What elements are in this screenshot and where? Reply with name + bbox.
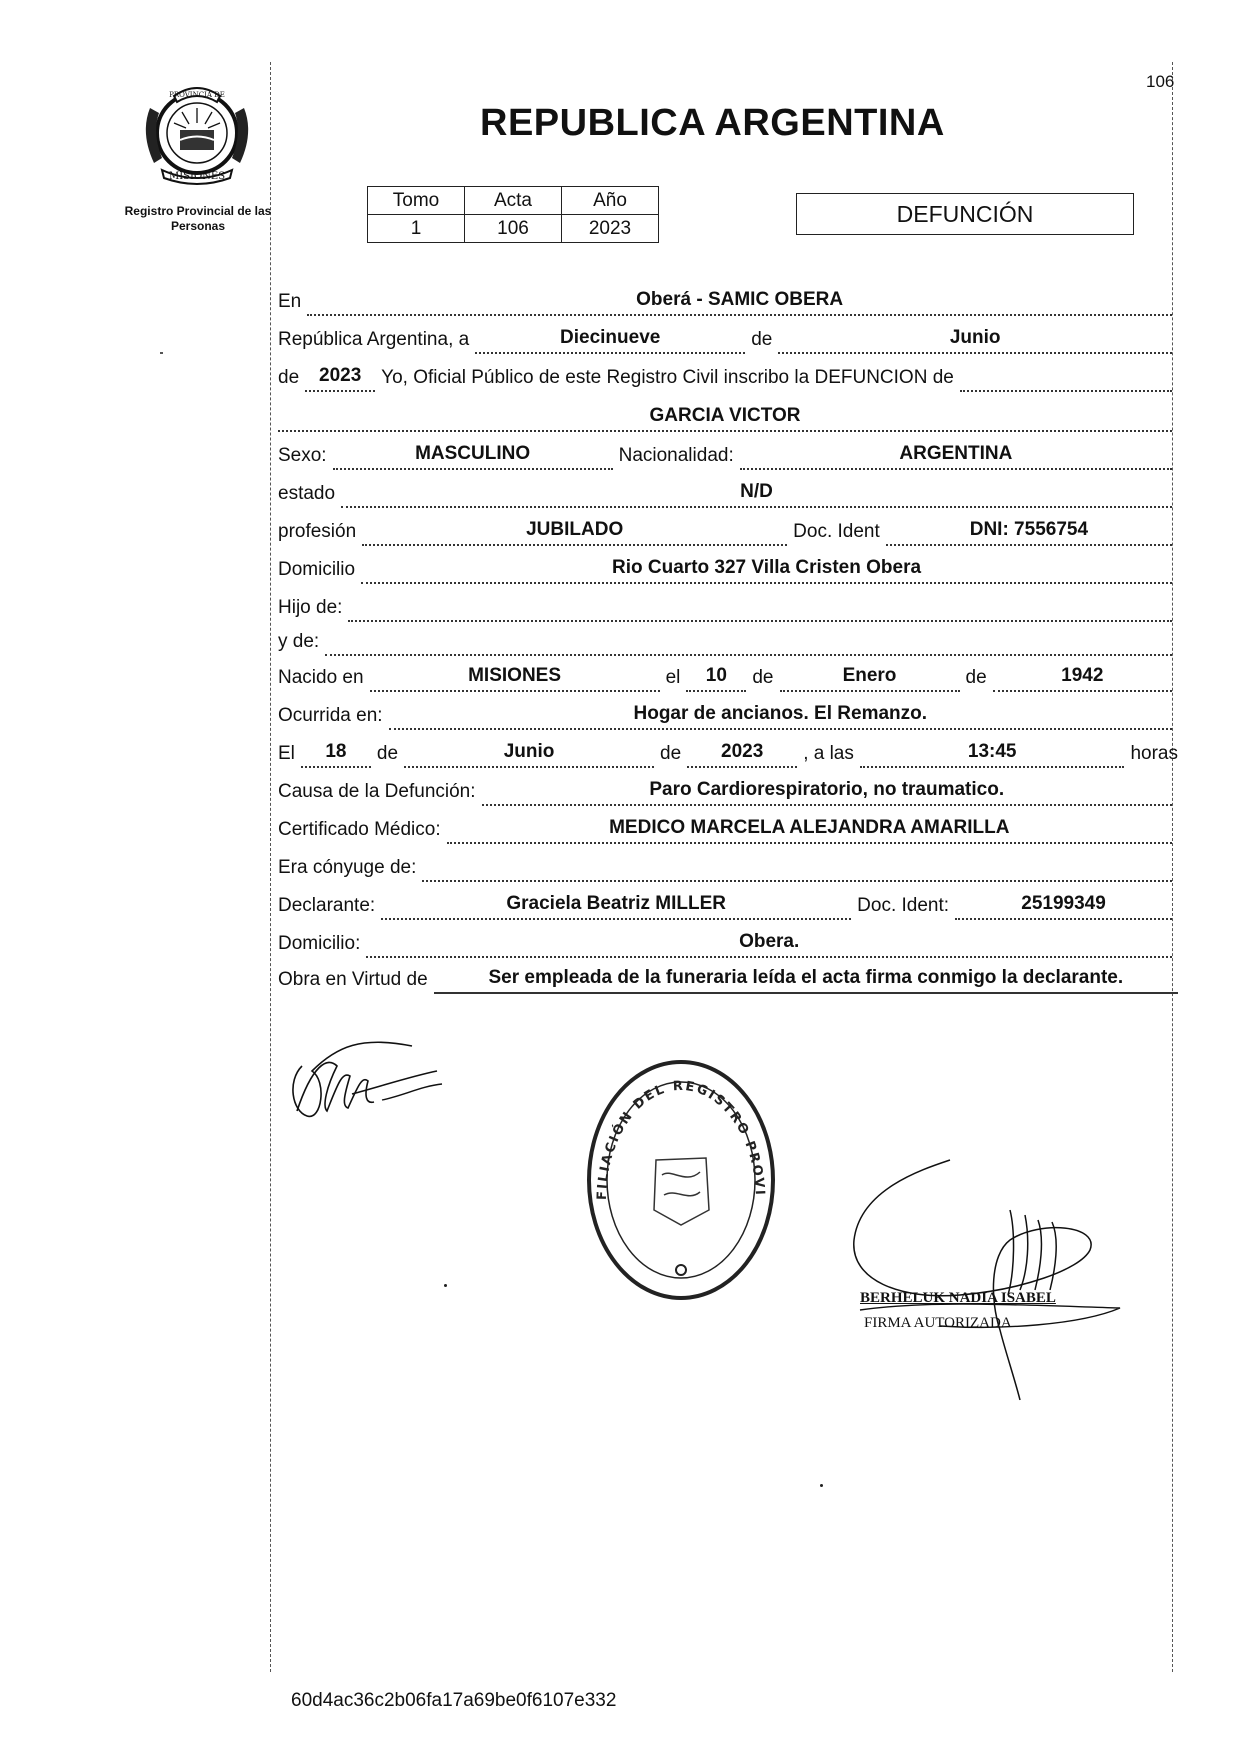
blank-fill <box>348 617 1172 622</box>
form-row-ocurrida <box>278 702 1178 730</box>
form-row-death-date <box>278 740 1178 768</box>
form-row-obra <box>278 966 1178 994</box>
form-row-conyuge <box>278 854 1178 882</box>
ocurrida-value: Hogar de ancianos. El Remanzo. <box>389 703 1172 730</box>
nacido-label: Nacido en <box>278 667 364 688</box>
svg-text:FILIACIÓN DEL REGISTRO PROVINC: FILIACIÓN DEL REGISTRO PROVI <box>594 1078 768 1201</box>
registry-label: Registro Provincial de las Personas <box>124 204 272 233</box>
doc-ident-label: Doc. Ident <box>793 521 880 542</box>
de-label: de <box>278 367 300 388</box>
svg-text:MISIONES: MISIONES <box>168 171 226 182</box>
form-row-causa <box>278 778 1178 806</box>
scan-speck <box>444 1284 447 1287</box>
form-row-nacido <box>278 664 1178 692</box>
official-stamp <box>576 1050 786 1315</box>
nacionalidad-label: Nacionalidad: <box>618 445 734 466</box>
el-cap-label: El <box>278 743 295 764</box>
acta-table-cell: 2023 <box>562 215 659 243</box>
causa-value: Paro Cardiorespiratorio, no traumatico. <box>482 779 1172 806</box>
birth-day-value: 10 <box>686 665 746 692</box>
form-row-place <box>278 288 1178 316</box>
form-row-estado <box>278 480 1178 508</box>
acta-table-value-row <box>368 215 659 243</box>
authorized-signature <box>840 1130 1130 1415</box>
birth-month-value: Enero <box>780 665 960 692</box>
estado-value: N/D <box>341 481 1172 508</box>
conyuge-label: Era cónyuge de: <box>278 857 417 878</box>
month-value: Junio <box>778 327 1172 354</box>
acta-table-header: Año <box>562 187 659 215</box>
death-time-value: 13:45 <box>860 741 1125 768</box>
blank-fill <box>422 877 1172 882</box>
de-label: de <box>660 743 682 764</box>
form-row-name <box>278 404 1178 432</box>
certificado-value: MEDICO MARCELA ALEJANDRA AMARILLA <box>447 817 1172 844</box>
profesion-label: profesión <box>278 521 357 542</box>
a-las-label: , a las <box>803 743 854 764</box>
y-de-label: y de: <box>278 631 320 652</box>
declarante-label: Declarante: <box>278 895 376 916</box>
de-label: de <box>965 667 987 688</box>
form-row-hijo-de <box>278 594 1178 622</box>
estado-label: estado <box>278 483 336 504</box>
domicilio2-label: Domicilio: <box>278 933 361 954</box>
page-number: 106 <box>1146 72 1175 91</box>
obra-value: Ser empleada de la funeraria leída el acta firma conmigo la declarante. <box>434 967 1178 994</box>
nacionalidad-value: ARGENTINA <box>740 443 1172 470</box>
acta-table-cell: 1 <box>368 215 465 243</box>
oficial-text: Yo, Oficial Público de este Registro Civil inscribo la DEFUNCION de <box>381 367 954 388</box>
provincial-seal-logo <box>132 78 262 188</box>
acta-table <box>367 186 659 243</box>
death-day-value: 18 <box>301 741 371 768</box>
el-label: el <box>665 667 681 688</box>
nacido-en-value: MISIONES <box>370 665 660 692</box>
hijo-de-label: Hijo de: <box>278 597 343 618</box>
de-label: de <box>751 329 773 350</box>
certificado-label: Certificado Médico: <box>278 819 441 840</box>
death-month-value: Junio <box>404 741 654 768</box>
doc-ident2-label: Doc. Ident: <box>857 895 950 916</box>
form-row-date <box>278 326 1178 354</box>
declarant-signature <box>282 1026 452 1131</box>
official-caption: FIRMA AUTORIZADA <box>864 1315 1012 1331</box>
profesion-value: JUBILADO <box>362 519 787 546</box>
form-row-y-de <box>278 628 1178 656</box>
left-margin-line <box>270 62 271 1672</box>
causa-label: Causa de la Defunción: <box>278 781 476 802</box>
de-label: de <box>376 743 399 764</box>
acta-table-cell: 106 <box>465 215 562 243</box>
de-label: de <box>752 667 774 688</box>
blank-fill <box>325 651 1172 656</box>
sexo-value: MASCULINO <box>333 443 613 470</box>
deceased-name-value: GARCIA VICTOR <box>278 405 1172 432</box>
official-name: BERHELUK NADIA ISABEL <box>860 1290 1056 1306</box>
acta-table-header: Tomo <box>368 187 465 215</box>
footer-hash: 60d4ac36c2b06fa17a69be0f6107e332 <box>291 1690 617 1711</box>
doc-ident-value: DNI: 7556754 <box>886 519 1172 546</box>
svg-text:PROVINCIA DE: PROVINCIA DE <box>169 91 225 99</box>
form-row-profesion <box>278 518 1178 546</box>
day-words-value: Diecinueve <box>475 327 745 354</box>
page-title: REPUBLICA ARGENTINA <box>480 102 945 144</box>
obra-label: Obra en Virtud de <box>278 969 428 990</box>
birth-year-value: 1942 <box>993 665 1172 692</box>
form-row-certificado <box>278 816 1178 844</box>
declarante-domicilio-value: Obera. <box>366 931 1172 958</box>
form-row-declarante <box>278 892 1178 920</box>
place-value: Oberá - SAMIC OBERA <box>307 289 1172 316</box>
form-row-oficial <box>278 364 1178 392</box>
form-row-domicilio <box>278 556 1178 584</box>
record-type-box: DEFUNCIÓN <box>796 193 1134 235</box>
acta-table-header-row <box>368 187 659 215</box>
sexo-label: Sexo: <box>278 445 327 466</box>
acta-table-header: Acta <box>465 187 562 215</box>
horas-label: horas <box>1130 743 1178 764</box>
form-row-domicilio2 <box>278 930 1178 958</box>
declarante-value: Graciela Beatriz MILLER <box>381 893 851 920</box>
scan-speck <box>820 1484 823 1487</box>
declarante-doc-value: 25199349 <box>955 893 1172 920</box>
year-value: 2023 <box>305 365 375 392</box>
domicilio-value: Rio Cuarto 327 Villa Cristen Obera <box>361 557 1172 584</box>
republica-label: República Argentina, a <box>278 329 470 350</box>
blank-fill <box>960 387 1172 392</box>
form-row-sexo <box>278 442 1178 470</box>
en-label: En <box>278 291 302 312</box>
scan-speck <box>160 352 163 354</box>
domicilio-label: Domicilio <box>278 559 356 580</box>
death-year-value: 2023 <box>687 741 797 768</box>
ocurrida-label: Ocurrida en: <box>278 705 383 726</box>
